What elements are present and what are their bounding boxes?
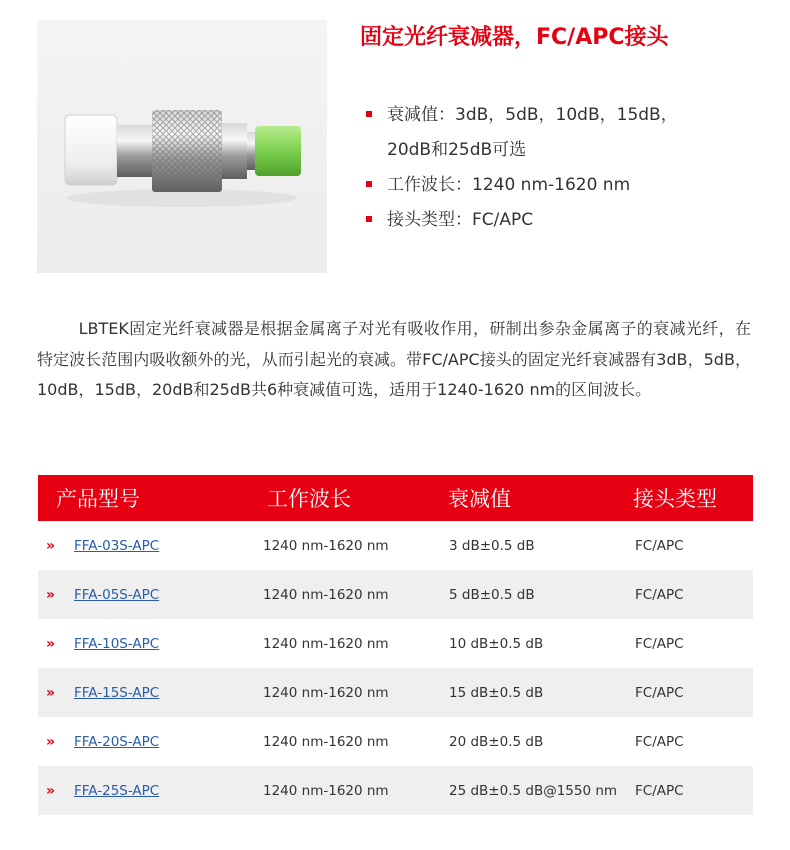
header-wavelength: 工作波长 xyxy=(263,475,448,521)
double-arrow-icon: » xyxy=(46,684,54,701)
product-description: LBTEK固定光纤衰减器是根据金属离子对光有吸收作用，研制出参杂金属离子的衰减光纤，在特定波长范围内吸收额外的光，从而引起光的衰减。带FC/APC接头的固定光纤衰减器有3dB，5dB，10dB，15dB，20dB和25dB共6种衰减值可选，适用于1240-1620 nm的区间波长。 xyxy=(37,319,751,399)
model-cell xyxy=(38,521,263,570)
spec-list xyxy=(362,98,762,238)
model-link[interactable]: FFA-10S-APC xyxy=(74,635,160,652)
double-arrow-icon: » xyxy=(46,586,54,603)
table-row xyxy=(38,668,753,717)
model-cell xyxy=(38,619,263,668)
connector-cell: FC/APC xyxy=(633,766,753,815)
spec-line: 接头类型：FC/APC xyxy=(387,210,534,230)
model-link[interactable]: FFA-03S-APC xyxy=(74,537,160,554)
connector-cell: FC/APC xyxy=(633,717,753,766)
attenuation-cell: 3 dB±0.5 dB xyxy=(448,521,633,570)
product-image xyxy=(37,20,327,273)
wavelength-cell: 1240 nm-1620 nm xyxy=(263,668,448,717)
product-title: 固定光纤衰减器，FC/APC接头 xyxy=(360,25,669,50)
model-cell xyxy=(38,668,263,717)
attenuator-image xyxy=(37,20,327,273)
wavelength-cell: 1240 nm-1620 nm xyxy=(263,521,448,570)
header-attenuation: 衰减值 xyxy=(448,475,633,521)
double-arrow-icon: » xyxy=(46,782,54,799)
attenuation-cell: 20 dB±0.5 dB xyxy=(448,717,633,766)
model-link[interactable]: FFA-15S-APC xyxy=(74,684,160,701)
wavelength-cell: 1240 nm-1620 nm xyxy=(263,766,448,815)
double-arrow-icon: » xyxy=(46,733,54,750)
table-row xyxy=(38,521,753,570)
double-arrow-icon: » xyxy=(46,537,54,554)
model-cell xyxy=(38,766,263,815)
product-spec-table xyxy=(38,475,753,815)
bullet-square-icon xyxy=(366,111,372,117)
model-cell xyxy=(38,717,263,766)
spec-connector xyxy=(362,203,762,238)
attenuation-cell: 15 dB±0.5 dB xyxy=(448,668,633,717)
wavelength-cell: 1240 nm-1620 nm xyxy=(263,717,448,766)
connector-cell: FC/APC xyxy=(633,521,753,570)
bullet-square-icon xyxy=(366,181,372,187)
spec-wavelength xyxy=(362,168,762,203)
wavelength-cell: 1240 nm-1620 nm xyxy=(263,619,448,668)
header-connector: 接头类型 xyxy=(633,475,753,521)
attenuation-cell: 25 dB±0.5 dB@1550 nm xyxy=(448,766,633,815)
connector-cell: FC/APC xyxy=(633,668,753,717)
spec-attenuation-values xyxy=(362,98,762,168)
connector-cell: FC/APC xyxy=(633,570,753,619)
attenuation-cell: 5 dB±0.5 dB xyxy=(448,570,633,619)
model-link[interactable]: FFA-20S-APC xyxy=(74,733,160,750)
connector-cell: FC/APC xyxy=(633,619,753,668)
table-row xyxy=(38,570,753,619)
spec-line: 20dB和25dB可选 xyxy=(387,140,527,160)
table-row xyxy=(38,717,753,766)
spec-line: 工作波长：1240 nm-1620 nm xyxy=(387,175,631,195)
model-link[interactable]: FFA-25S-APC xyxy=(74,782,160,799)
model-cell xyxy=(38,570,263,619)
attenuation-cell: 10 dB±0.5 dB xyxy=(448,619,633,668)
model-link[interactable]: FFA-05S-APC xyxy=(74,586,160,603)
header-model: 产品型号 xyxy=(38,475,263,521)
double-arrow-icon: » xyxy=(46,635,54,652)
wavelength-cell: 1240 nm-1620 nm xyxy=(263,570,448,619)
bullet-square-icon xyxy=(366,216,372,222)
spec-line: 衰减值：3dB，5dB，10dB，15dB， xyxy=(387,105,678,125)
table-header-row xyxy=(38,475,753,521)
table-row xyxy=(38,619,753,668)
table-row xyxy=(38,766,753,815)
